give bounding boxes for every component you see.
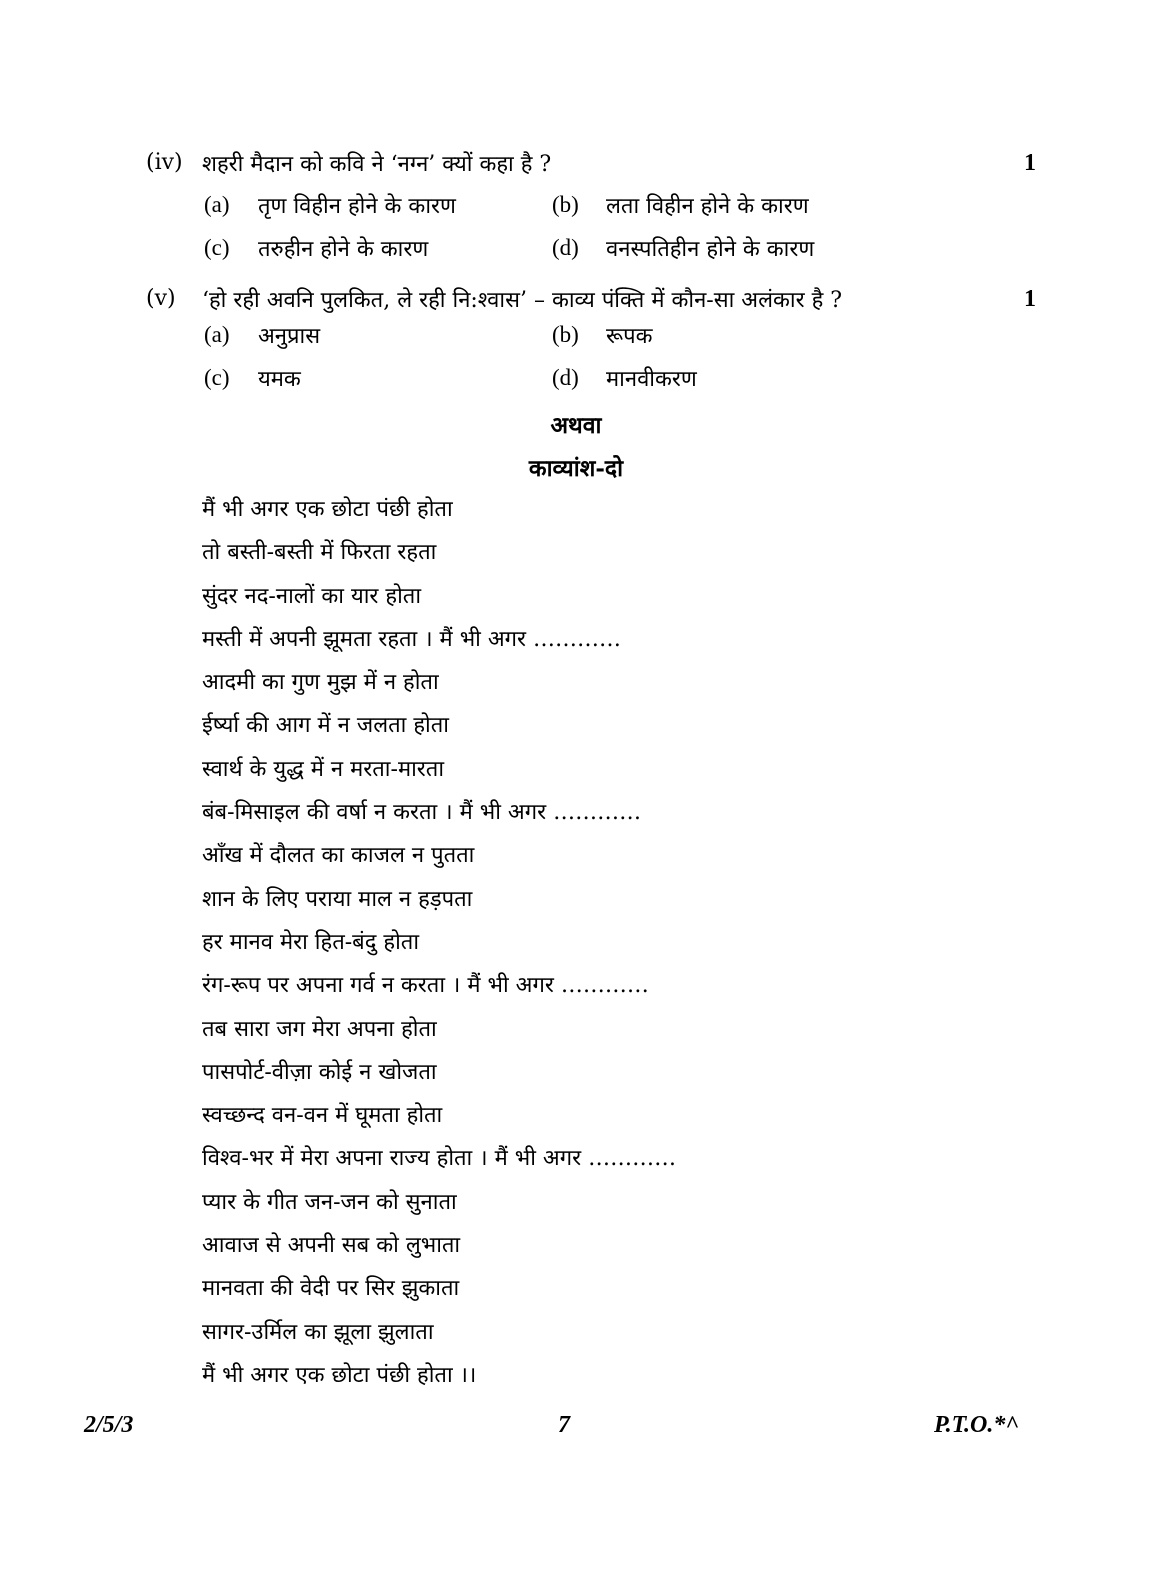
question-number: (v): [146, 286, 176, 311]
poem-line: बंब-मिसाइल की वर्षा न करता । मैं भी अगर …………: [202, 800, 642, 826]
poem-line: विश्व-भर में मेरा अपना राज्य होता । मैं भी अगर …………: [202, 1146, 677, 1172]
section-heading: काव्यांश-दो: [528, 455, 624, 482]
poem-line: आवाज से अपनी सब को लुभाता: [202, 1233, 461, 1259]
question-marks: 1: [1024, 150, 1036, 176]
poem-line: मानवता की वेदी पर सिर झुकाता: [202, 1276, 460, 1302]
option-text: तृण विहीन होने के कारण: [258, 194, 456, 219]
poem-line: प्यार के गीत जन-जन को सुनाता: [202, 1189, 457, 1215]
option-label: (a): [204, 322, 230, 347]
poem: [202, 488, 1002, 1397]
option-text: यमक: [258, 367, 301, 392]
poem-line: रंग-रूप पर अपना गर्व न करता । मैं भी अगर …………: [202, 973, 649, 999]
poem-line: ईर्ष्या की आग में न जलता होता: [202, 713, 449, 739]
poem-line: सुंदर नद-नालों का यार होता: [202, 583, 422, 609]
option-b: [552, 192, 952, 232]
option-text: तरुहीन होने के कारण: [258, 237, 429, 262]
option-label: (c): [204, 235, 230, 260]
poem-line: सागर-उर्मिल का झूला झुलाता: [202, 1319, 434, 1345]
question-text: ‘हो रही अवनि पुलकित, ले रही नि:श्वास’ – काव्य पंक्ति में कौन-सा अलंकार है ?: [202, 288, 843, 313]
poem-line: शान के लिए पराया माल न हड़पता: [202, 886, 473, 912]
footer-paper-code: 2/5/3: [84, 1412, 134, 1438]
or-heading: अथवा: [550, 412, 602, 439]
footer-pto: P.T.O.*^: [934, 1412, 1020, 1438]
option-d: [552, 365, 952, 405]
option-label: (a): [204, 192, 230, 217]
option-a: [204, 322, 604, 362]
poem-line: स्वच्छन्द वन-वन में घूमता होता: [202, 1103, 443, 1129]
question-marks: 1: [1024, 286, 1036, 312]
poem-line: हर मानव मेरा हित-बंदु होता: [202, 929, 420, 955]
question-iv: [0, 142, 1152, 186]
option-d: [552, 235, 952, 275]
poem-line: आँख में दौलत का काजल न पुतता: [202, 843, 475, 869]
option-c: [204, 365, 604, 405]
option-label: (d): [552, 365, 579, 390]
poem-line: तब सारा जग मेरा अपना होता: [202, 1016, 437, 1042]
poem-line: मस्ती में अपनी झूमता रहता । मैं भी अगर …………: [202, 626, 622, 652]
option-text: मानवीकरण: [606, 367, 697, 392]
option-b: [552, 322, 952, 362]
option-text: अनुप्रास: [258, 324, 321, 349]
option-label: (b): [552, 192, 579, 217]
poem-line: तो बस्ती-बस्ती में फिरता रहता: [202, 540, 437, 566]
poem-line: स्वार्थ के युद्ध में न मरता-मारता: [202, 756, 445, 782]
option-label: (d): [552, 235, 579, 260]
option-text: रूपक: [606, 324, 653, 349]
question-number: (iv): [146, 150, 183, 175]
poem-line: आदमी का गुण मुझ में न होता: [202, 670, 439, 696]
option-text: लता विहीन होने के कारण: [606, 194, 809, 219]
option-a: [204, 192, 604, 232]
question-v: [0, 278, 1152, 322]
footer-page-number: 7: [558, 1412, 570, 1438]
option-label: (c): [204, 365, 230, 390]
question-text: शहरी मैदान को कवि ने ‘नग्न’ क्यों कहा है ?: [202, 152, 552, 177]
poem-line: मैं भी अगर एक छोटा पंछी होता ।।: [202, 1362, 477, 1388]
poem-line: मैं भी अगर एक छोटा पंछी होता: [202, 497, 453, 522]
poem-line: पासपोर्ट-वीज़ा कोई न खोजता: [202, 1059, 437, 1085]
option-c: [204, 235, 604, 275]
option-text: वनस्पतिहीन होने के कारण: [606, 237, 815, 262]
option-label: (b): [552, 322, 579, 347]
